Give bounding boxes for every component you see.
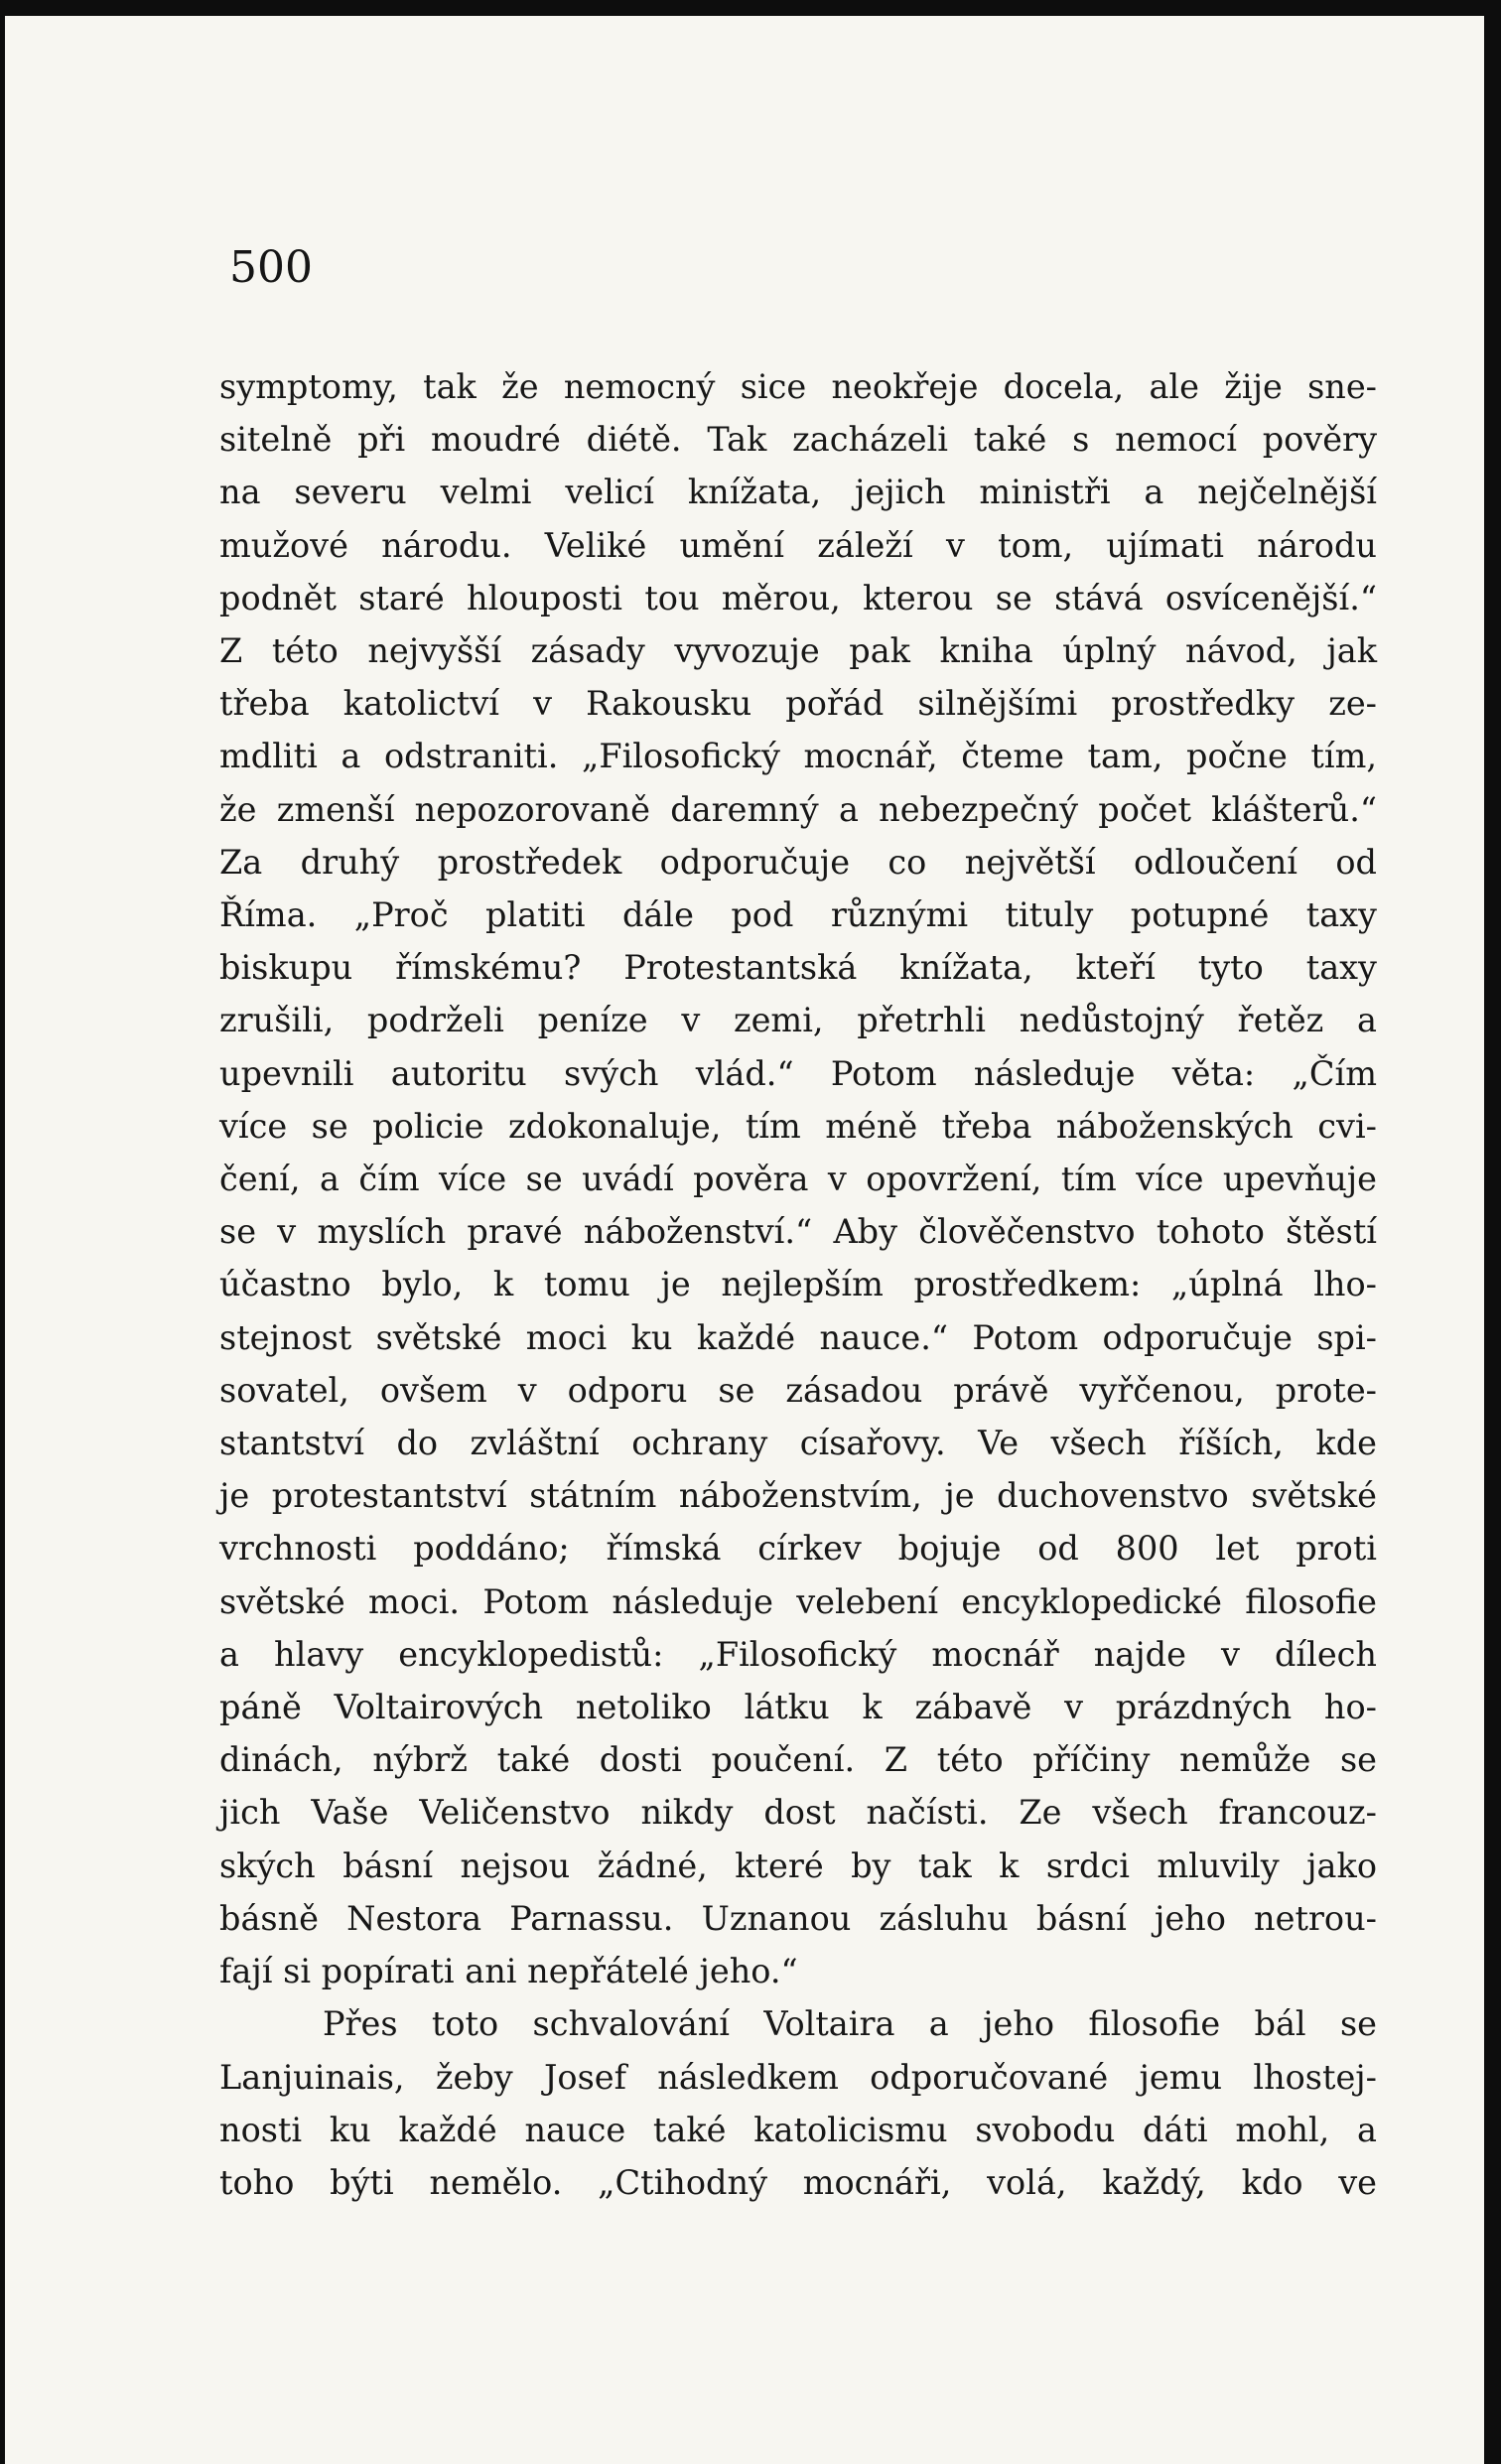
- text-line: a hlavy encyklopedistů: „Filosofický mocnář najde v dílech: [219, 1634, 1377, 1674]
- text-line: nosti ku každé nauce také katolicismu svobodu dáti mohl, a: [219, 2110, 1377, 2149]
- text-line: jich Vaše Veličenstvo nikdy dost načísti. Ze všech francouz-: [219, 1793, 1377, 1833]
- text-line: je protestantství státním náboženstvím, je duchovenstvo světské: [219, 1476, 1377, 1516]
- text-line: vrchnosti poddáno; římská církev bojuje od 800 let proti: [219, 1529, 1377, 1569]
- paragraph-1: [219, 360, 1377, 1997]
- text-line: se v myslích pravé náboženství.“ Aby člověčenstvo tohoto štěstí: [219, 1212, 1377, 1252]
- text-line: biskupu římskému? Protestantská knížata, kteří tyto taxy: [219, 948, 1377, 988]
- text-line: ských básní nejsou žádné, které by tak k srdci mluvily jako: [219, 1846, 1377, 1885]
- text-line: sitelně při moudré diétě. Tak zacházeli také s nemocí pověry: [219, 420, 1377, 460]
- text-line: mdliti a odstraniti. „Filosofický mocnář, čteme tam, počne tím,: [219, 737, 1377, 776]
- text-line: stantství do zvláštní ochrany císařovy. Ve všech říších, kde: [219, 1424, 1377, 1463]
- text-line: fají si popírati ani nepřátelé jeho.“: [219, 1952, 798, 1991]
- text-line: třeba katolictví v Rakousku pořád silnějšími prostředky ze-: [219, 684, 1377, 724]
- text-line: světské moci. Potom následuje velebení encyklopedické filosofie: [219, 1581, 1377, 1621]
- book-page: [5, 16, 1484, 2464]
- text-line: toho býti nemělo. „Ctihodný mocnáři, volá, každý, kdo ve: [219, 2162, 1377, 2202]
- text-line: upevnili autoritu svých vlád.“ Potom následuje věta: „Čím: [219, 1053, 1377, 1093]
- text-line: Za druhý prostředek odporučuje co největší odloučení od: [219, 842, 1377, 882]
- text-line: mužové národu. Veliké umění záleží v tom, ujímati národu: [219, 525, 1377, 565]
- text-line: symptomy, tak že nemocný sice neokřeje docela, ale žije sne-: [219, 367, 1377, 406]
- text-line: na severu velmi velicí knížata, jejich ministři a nejčelnější: [219, 473, 1377, 512]
- text-line: sovatel, ovšem v odporu se zásadou právě vyřčenou, prote-: [219, 1370, 1377, 1410]
- body-text: [219, 360, 1377, 2209]
- text-line: že zmenší nepozorovaně daremný a nebezpečný počet klášterů.“: [219, 789, 1377, 829]
- paragraph-2: [219, 1997, 1377, 2209]
- text-line: více se policie zdokonaluje, tím méně třeba náboženských cvi-: [219, 1106, 1377, 1146]
- text-line: Z této nejvyšší zásady vyvozuje pak kniha úplný návod, jak: [219, 631, 1377, 671]
- text-line: dinách, nýbrž také dosti poučení. Z této příčiny nemůže se: [219, 1740, 1377, 1780]
- text-line: čení, a čím více se uvádí pověra v opovržení, tím více upevňuje: [219, 1160, 1377, 1199]
- text-line: páně Voltairových netoliko látku k zábavě v prázdných ho-: [219, 1688, 1377, 1727]
- text-line: podnět staré hlouposti tou měrou, kterou se stává osvícenější.“: [219, 578, 1377, 617]
- text-line: básně Nestora Parnassu. Uznanou zásluhu básní jeho netrou-: [219, 1898, 1377, 1938]
- text-line: Lanjuinais, žeby Josef následkem odporučované jemu lhostej-: [219, 2057, 1377, 2097]
- text-line: Říma. „Proč platiti dále pod různými tituly potupné taxy: [219, 895, 1377, 935]
- page-number: 500: [229, 242, 313, 293]
- text-line: účastno bylo, k tomu je nejlepším prostředkem: „úplná lho-: [219, 1265, 1377, 1304]
- text-line: stejnost světské moci ku každé nauce.“ Potom odporučuje spi-: [219, 1317, 1377, 1357]
- text-line: Přes toto schvalování Voltaira a jeho filosofie bál se: [323, 2004, 1377, 2044]
- text-line: zrušili, podrželi peníze v zemi, přetrhli nedůstojný řetěz a: [219, 1001, 1377, 1040]
